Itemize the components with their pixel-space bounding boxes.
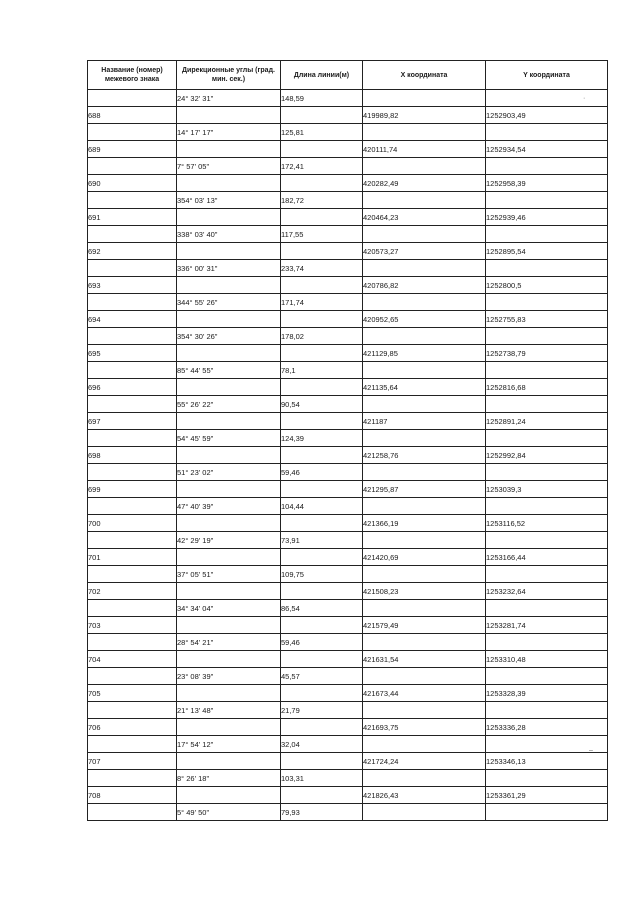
cell-x [363,294,486,311]
header-direction: Дирекционные углы (град. мин. сек.) [177,61,281,90]
cell-x: 420786,82 [363,277,486,294]
cell-length: 182,72 [281,192,363,209]
cell-name [88,668,177,685]
cell-y: 1252958,39 [486,175,608,192]
cell-y: 1253166,44 [486,549,608,566]
cell-length: 79,93 [281,804,363,821]
cell-direction [177,685,281,702]
table-row [88,260,608,277]
table-row [88,413,608,430]
cell-x [363,668,486,685]
cell-direction: 85° 44' 55" [177,362,281,379]
cell-x [363,498,486,515]
cell-y [486,668,608,685]
cell-length: 109,75 [281,566,363,583]
cell-direction [177,209,281,226]
cell-direction [177,311,281,328]
table-row [88,634,608,651]
cell-direction: 344° 55' 26" [177,294,281,311]
table-row [88,243,608,260]
cell-y: 1253116,52 [486,515,608,532]
cell-length: 171,74 [281,294,363,311]
cell-y [486,90,608,107]
cell-y [486,328,608,345]
cell-direction [177,243,281,260]
cell-y [486,702,608,719]
cell-length: 117,55 [281,226,363,243]
cell-y [486,566,608,583]
cell-length: 90,54 [281,396,363,413]
table-row [88,294,608,311]
cell-name: 705 [88,685,177,702]
table-row [88,277,608,294]
table-row [88,481,608,498]
cell-x: 420282,49 [363,175,486,192]
cell-direction: 42° 29' 19" [177,532,281,549]
cell-y: 1252800,5 [486,277,608,294]
cell-direction [177,549,281,566]
header-x: X координата [363,61,486,90]
cell-direction: 37° 05' 51" [177,566,281,583]
table-row [88,804,608,821]
table-row [88,209,608,226]
cell-direction [177,583,281,600]
cell-y [486,158,608,175]
cell-direction [177,753,281,770]
table-header-row [88,61,608,90]
cell-x: 421366,19 [363,515,486,532]
table-row [88,328,608,345]
cell-name: 706 [88,719,177,736]
cell-direction: 5° 49' 50" [177,804,281,821]
cell-length [281,787,363,804]
table-row [88,583,608,600]
cell-x [363,566,486,583]
cell-direction: 24° 32' 31" [177,90,281,107]
cell-direction: 7° 57' 05" [177,158,281,175]
cell-x [363,736,486,753]
table-row [88,498,608,515]
table-row [88,770,608,787]
cell-direction: 23° 08' 39" [177,668,281,685]
cell-length: 124,39 [281,430,363,447]
cell-length: 148,59 [281,90,363,107]
cell-name [88,600,177,617]
table-row [88,226,608,243]
cell-y [486,260,608,277]
cell-x [363,328,486,345]
cell-y: 1252891,24 [486,413,608,430]
cell-x [363,634,486,651]
cell-direction: 54° 45' 59" [177,430,281,447]
cell-x: 421724,24 [363,753,486,770]
cell-direction: 51° 23' 02" [177,464,281,481]
cell-y [486,396,608,413]
cell-x: 421826,43 [363,787,486,804]
cell-length: 103,31 [281,770,363,787]
cell-name [88,90,177,107]
table-row [88,719,608,736]
cell-x [363,362,486,379]
cell-direction [177,379,281,396]
cell-x [363,226,486,243]
cell-direction [177,617,281,634]
cell-length: 59,46 [281,464,363,481]
cell-name: 694 [88,311,177,328]
cell-x: 421631,54 [363,651,486,668]
cell-x: 421135,64 [363,379,486,396]
cell-x [363,532,486,549]
cell-length: 125,81 [281,124,363,141]
cell-x: 420952,65 [363,311,486,328]
cell-y [486,124,608,141]
cell-x [363,430,486,447]
cell-direction: 21° 13' 48" [177,702,281,719]
cell-length [281,753,363,770]
cell-name: 704 [88,651,177,668]
cell-length [281,413,363,430]
cell-name [88,736,177,753]
cell-x: 421693,75 [363,719,486,736]
cell-direction [177,787,281,804]
table-row [88,702,608,719]
cell-name [88,566,177,583]
cell-length [281,515,363,532]
cell-direction [177,175,281,192]
table-row [88,362,608,379]
cell-length [281,175,363,192]
cell-x: 421295,87 [363,481,486,498]
cell-y: 1253039,3 [486,481,608,498]
cell-direction [177,277,281,294]
cell-y [486,430,608,447]
cell-length [281,243,363,260]
cell-length [281,311,363,328]
table-row [88,668,608,685]
cell-name [88,498,177,515]
cell-direction: 34° 34' 04" [177,600,281,617]
cell-length: 233,74 [281,260,363,277]
cell-y [486,294,608,311]
cell-name [88,770,177,787]
cell-y: 1252895,54 [486,243,608,260]
cell-name [88,702,177,719]
cell-y [486,600,608,617]
cell-direction [177,141,281,158]
cell-x: 421258,76 [363,447,486,464]
table-row [88,124,608,141]
table-row [88,515,608,532]
cell-length: 45,57 [281,668,363,685]
header-y: Y координата [486,61,608,90]
cell-y [486,226,608,243]
cell-x [363,600,486,617]
table-row [88,311,608,328]
cell-name [88,260,177,277]
cell-length: 78,1 [281,362,363,379]
cell-direction [177,345,281,362]
cell-name: 692 [88,243,177,260]
table-row [88,396,608,413]
cell-x [363,396,486,413]
cell-name: 688 [88,107,177,124]
cell-length [281,107,363,124]
cell-y [486,192,608,209]
cell-name: 708 [88,787,177,804]
cell-y: 1253346,13 [486,753,608,770]
table-row [88,192,608,209]
table-row [88,447,608,464]
table-row [88,90,608,107]
header-length: Длина линии(м) [281,61,363,90]
cell-length: 86,54 [281,600,363,617]
cell-name: 689 [88,141,177,158]
cell-name [88,396,177,413]
header-name: Название (номер) межевого знака [88,61,177,90]
cell-y: 1252755,83 [486,311,608,328]
cell-y [486,634,608,651]
cell-length [281,685,363,702]
cell-x: 420573,27 [363,243,486,260]
cell-name: 693 [88,277,177,294]
cell-y: 1253328,39 [486,685,608,702]
table-row [88,107,608,124]
cell-name: 691 [88,209,177,226]
cell-y [486,464,608,481]
cell-x [363,192,486,209]
table-row [88,617,608,634]
cell-name [88,532,177,549]
table-row [88,651,608,668]
cell-y: 1252992,84 [486,447,608,464]
cell-length [281,549,363,566]
cell-direction: 8° 26' 18" [177,770,281,787]
table-row [88,175,608,192]
cell-direction: 47° 40' 39" [177,498,281,515]
cell-length [281,651,363,668]
table-row [88,430,608,447]
cell-direction [177,481,281,498]
cell-direction: 354° 03' 13" [177,192,281,209]
table-row [88,685,608,702]
cell-name: 703 [88,617,177,634]
cell-x [363,260,486,277]
cell-name [88,158,177,175]
cell-name [88,124,177,141]
cell-x: 420111,74 [363,141,486,158]
cell-x [363,90,486,107]
cell-length [281,447,363,464]
cell-name [88,634,177,651]
cell-length [281,141,363,158]
cell-name [88,430,177,447]
cell-x [363,464,486,481]
table-row [88,753,608,770]
scan-mark: · [583,95,586,102]
cell-length: 32,04 [281,736,363,753]
cell-x: 420464,23 [363,209,486,226]
cell-x: 421187 [363,413,486,430]
cell-direction [177,515,281,532]
table-row [88,736,608,753]
cell-name: 696 [88,379,177,396]
scan-mark-arrow: ‒ [589,747,593,754]
cell-name: 698 [88,447,177,464]
cell-direction: 17° 54' 12" [177,736,281,753]
cell-length [281,481,363,498]
cell-y: 1253281,74 [486,617,608,634]
table-row [88,464,608,481]
cell-length [281,277,363,294]
cell-y: 1252934,54 [486,141,608,158]
cell-y: 1253336,28 [486,719,608,736]
cell-direction: 14° 17' 17" [177,124,281,141]
table-row [88,532,608,549]
table-row [88,600,608,617]
cell-x: 421673,44 [363,685,486,702]
cell-name: 697 [88,413,177,430]
cell-x: 421508,23 [363,583,486,600]
table-row [88,158,608,175]
cell-direction [177,107,281,124]
cell-y: 1252816,68 [486,379,608,396]
cell-y [486,770,608,787]
table-row [88,345,608,362]
cell-length [281,379,363,396]
cell-direction [177,651,281,668]
cell-length [281,617,363,634]
cell-direction: 354° 30' 26" [177,328,281,345]
cell-direction [177,413,281,430]
cell-length [281,583,363,600]
cell-name: 690 [88,175,177,192]
cell-y: 1252939,46 [486,209,608,226]
cell-name: 702 [88,583,177,600]
cell-x: 421129,85 [363,345,486,362]
cell-length: 21,79 [281,702,363,719]
cell-name: 695 [88,345,177,362]
cell-direction [177,447,281,464]
cell-direction: 55° 26' 22" [177,396,281,413]
cell-y: 1253232,64 [486,583,608,600]
cell-y: 1252903,49 [486,107,608,124]
cell-y: 1252738,79 [486,345,608,362]
cell-direction: 28° 54' 21" [177,634,281,651]
cell-y: 1253361,29 [486,787,608,804]
cell-x [363,124,486,141]
cell-x [363,158,486,175]
cell-y [486,498,608,515]
cell-x: 421420,69 [363,549,486,566]
table-row [88,141,608,158]
cell-name: 700 [88,515,177,532]
cell-y [486,804,608,821]
cell-y [486,362,608,379]
cell-length [281,209,363,226]
cell-x [363,702,486,719]
cell-length [281,719,363,736]
table-row [88,379,608,396]
cell-length: 104,44 [281,498,363,515]
cell-y: 1253310,48 [486,651,608,668]
cell-name [88,362,177,379]
cell-x [363,770,486,787]
boundary-coordinates-table [87,60,608,821]
cell-x: 421579,49 [363,617,486,634]
table-row [88,549,608,566]
cell-name [88,294,177,311]
table-row [88,787,608,804]
cell-direction [177,719,281,736]
cell-name [88,328,177,345]
cell-length: 178,02 [281,328,363,345]
cell-name: 707 [88,753,177,770]
cell-y [486,532,608,549]
cell-name [88,804,177,821]
cell-name [88,192,177,209]
table-row [88,566,608,583]
cell-name [88,226,177,243]
cell-length: 59,46 [281,634,363,651]
cell-direction: 338° 03' 40" [177,226,281,243]
cell-x [363,804,486,821]
cell-length [281,345,363,362]
cell-length: 172,41 [281,158,363,175]
cell-direction: 336° 00' 31" [177,260,281,277]
cell-length: 73,91 [281,532,363,549]
cell-x: 419989,82 [363,107,486,124]
cell-name: 701 [88,549,177,566]
cell-name: 699 [88,481,177,498]
cell-name [88,464,177,481]
